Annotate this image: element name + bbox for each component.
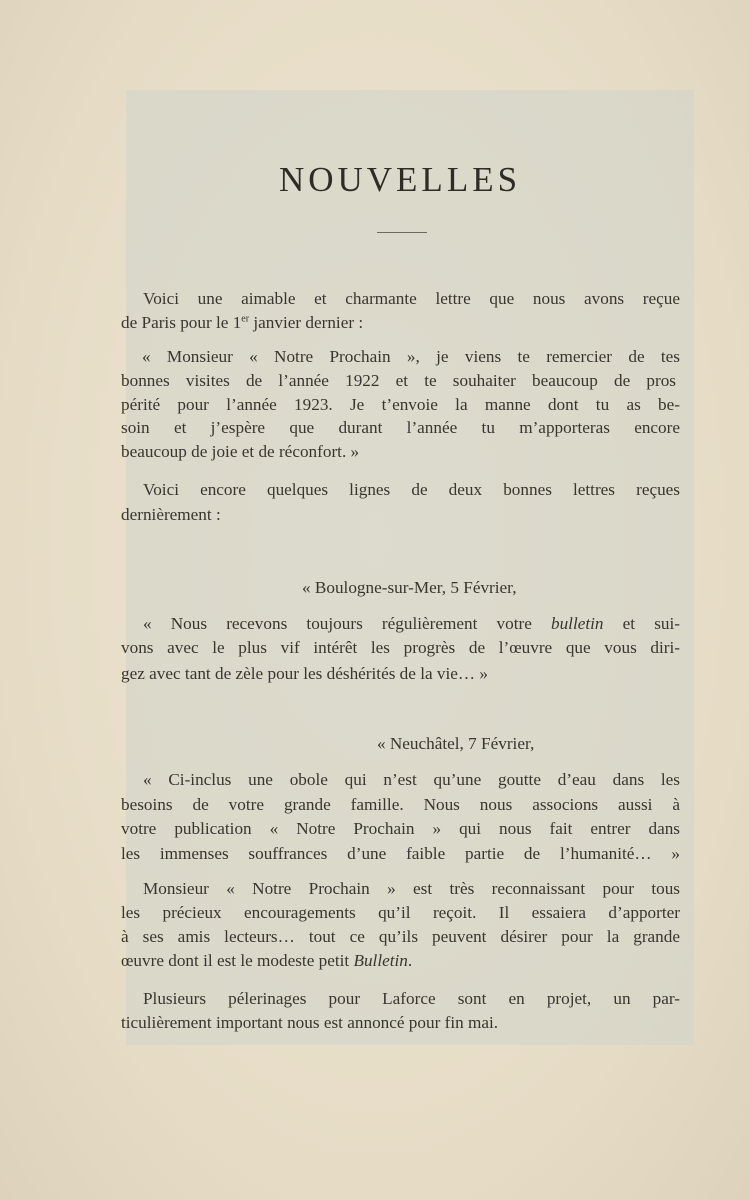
paragraph-4-line-3: à ses amis lecteurs… tout ce qu’ils peuvent désirer pour la grande bbox=[121, 927, 680, 946]
letter-1-line-2: vons avec le plus vif intérêt les progrès de l’œuvre que vous diri- bbox=[121, 638, 680, 657]
letter-1-dateline: « Boulogne-sur-Mer, 5 Février, bbox=[302, 578, 517, 597]
paragraph-2-line-4: soin et j’espère que durant l’année tu m’apporteras encore bbox=[121, 418, 680, 437]
paragraph-2-line-2: bonnes visites de l’année 1922 et te souhaiter beaucoup de pros bbox=[121, 371, 676, 390]
letter-2-dateline: « Neuchâtel, 7 Février, bbox=[377, 734, 535, 753]
paragraph-4-line-4: œuvre dont il est le modeste petit Bulletin. bbox=[121, 951, 413, 970]
paragraph-3-line-1: Voici encore quelques lignes de deux bonnes lettres reçues bbox=[143, 480, 680, 499]
paragraph-3-line-2: dernièrement : bbox=[121, 505, 221, 524]
letter-2-line-4: les immenses souffrances d’une faible partie de l’humanité… » bbox=[121, 844, 680, 863]
letter-2-line-3: votre publication « Notre Prochain » qui nous fait entrer dans bbox=[121, 819, 680, 838]
paragraph-4-line-1: Monsieur « Notre Prochain » est très reconnaissant pour tous bbox=[143, 879, 680, 898]
letter-1-line-3: gez avec tant de zèle pour les déshérités de la vie… » bbox=[121, 664, 488, 683]
paragraph-2-line-5: beaucoup de joie et de réconfort. » bbox=[121, 442, 360, 461]
paragraph-1-line-1: Voici une aimable et charmante lettre que nous avons reçue bbox=[143, 289, 680, 308]
letter-1-line-1: « Nous recevons toujours régulièrement votre bulletin et sui- bbox=[143, 614, 680, 633]
paragraph-4-line-2: les précieux encouragements qu’il reçoit. Il essaiera d’apporter bbox=[121, 903, 680, 922]
text-block-background bbox=[126, 90, 694, 1045]
paragraph-2-line-1: « Monsieur « Notre Prochain », je viens te remercier de tes bbox=[142, 347, 680, 366]
paragraph-2-line-3: périté pour l’année 1923. Je t’envoie la manne dont tu as be- bbox=[121, 395, 680, 414]
paragraph-5-line-1: Plusieurs pélerinages pour Laforce sont en projet, un par- bbox=[143, 989, 680, 1008]
paragraph-1-line-2: de Paris pour le 1er janvier dernier : bbox=[121, 313, 364, 332]
title-rule bbox=[377, 232, 427, 233]
paragraph-5-line-2: ticulièrement important nous est annoncé pour fin mai. bbox=[121, 1013, 499, 1032]
letter-2-line-2: besoins de votre grande famille. Nous nous associons aussi à bbox=[121, 795, 680, 814]
letter-2-line-1: « Ci-inclus une obole qui n’est qu’une goutte d’eau dans les bbox=[143, 770, 680, 789]
page-title: NOUVELLES bbox=[278, 160, 522, 199]
